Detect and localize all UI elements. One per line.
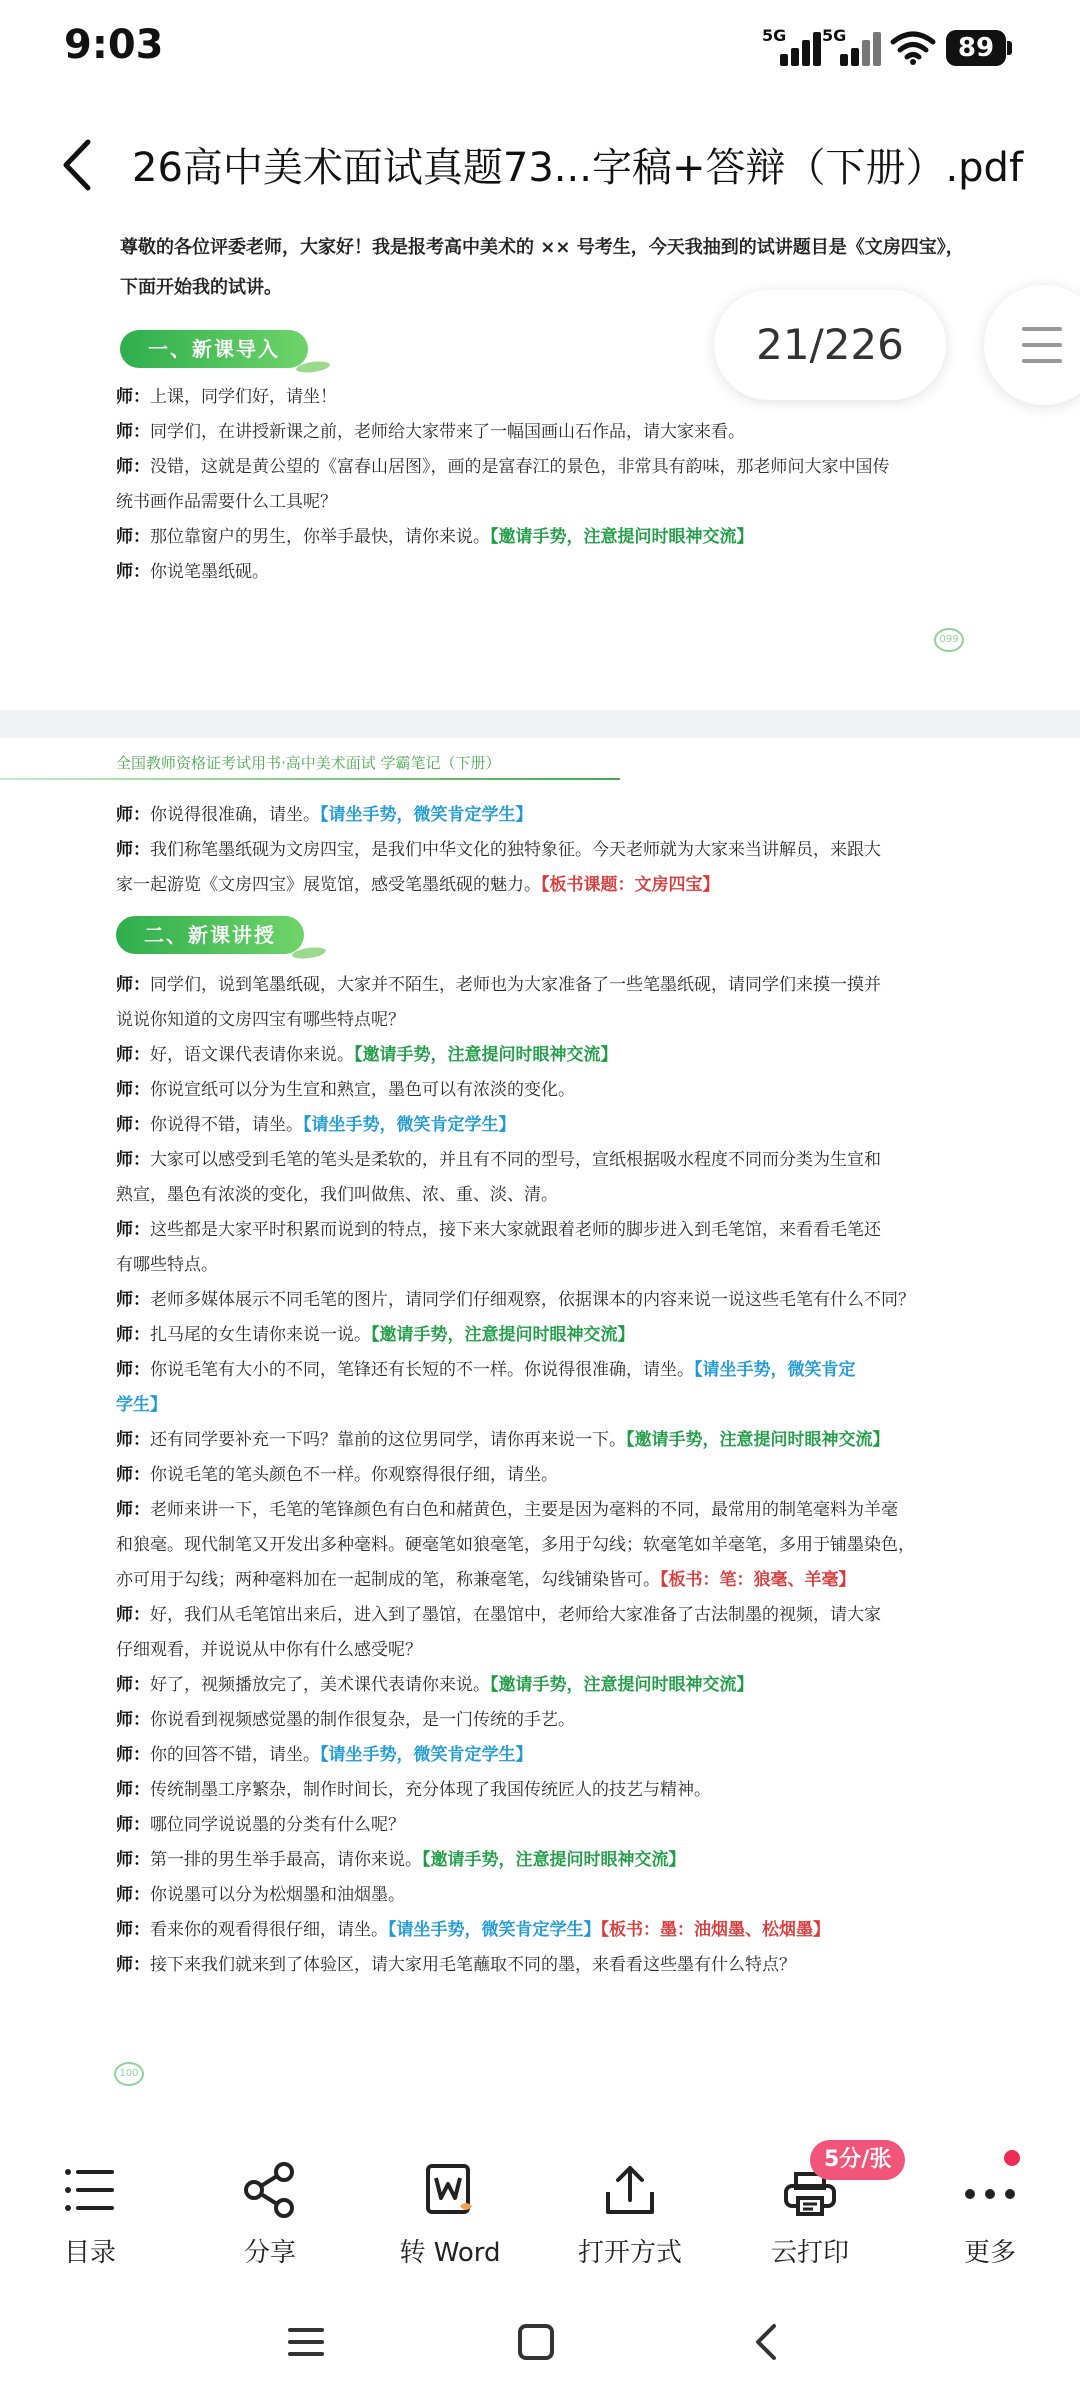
speaker-label: 师： [116,1220,150,1240]
speaker-label: 师： [116,1045,150,1065]
line-text: 说说你知道的文房四宝有哪些特点呢？ [116,1010,405,1030]
stage-note: 学生】 [116,1395,167,1415]
line-text: 亦可用于勾线；两种毫料加在一起制成的笔，称兼毫笔，勾线铺染皆可。 [116,1570,660,1590]
stage-note: 【请坐手势，微笑肯定 [694,1360,856,1380]
dialogue-line [116,520,966,555]
dialogue-line [116,1913,966,1948]
speaker-label: 师： [116,1290,150,1310]
line-text: 好，语文课代表请你来说。 [150,1045,354,1065]
line-text: 上课，同学们好，请坐！ [150,387,337,407]
dialogue-lines [116,798,966,903]
dialogue-line [116,1318,966,1353]
notification-dot [1004,2150,1020,2166]
dialogue-line [116,1213,966,1248]
dialogue-line [116,1038,966,1073]
dialogue-line [116,1353,966,1388]
speaker-label: 师： [116,1430,150,1450]
speaker-label: 师： [116,1500,150,1520]
stage-note: 【请坐手势，微笑肯定学生】 [388,1920,601,1940]
dialogue-line [116,1738,966,1773]
toolbar-open-with-button[interactable] [540,2130,720,2280]
speaker-label: 师： [116,1955,150,1975]
dialogue-line [116,833,966,868]
line-text: 有哪些特点。 [116,1255,218,1275]
speaker-label: 师： [116,457,150,477]
dialogue-line [116,1563,966,1598]
line-text: 这些都是大家平时积累而说到的特点，接下来大家就跟着老师的脚步进入到毛笔馆，来看看毛笔还 [150,1220,881,1240]
line-text: 哪位同学说说墨的分类有什么呢？ [150,1815,405,1835]
dialogue-line [116,450,966,485]
stage-note: 【邀请手势，注意提问时眼神交流】 [354,1045,618,1065]
menu-nav-icon[interactable] [286,2322,326,2362]
speaker-label: 师： [116,1465,150,1485]
home-nav-icon[interactable] [516,2322,556,2362]
share-icon [240,2160,300,2220]
toolbar-convert-word-button[interactable] [360,2130,540,2280]
line-text: 我们称笔墨纸砚为文房四宝，是我们中华文化的独特象征。今天老师就为大家来当讲解员，来跟大 [150,840,881,860]
line-text: 同学们，在讲授新课之前，老师给大家带来了一幅国画山石作品，请大家来看。 [150,422,745,442]
page-number: 099 [934,628,964,652]
dialogue-lines [116,380,966,590]
back-nav-icon[interactable] [748,2322,788,2362]
dialogue-line [116,1598,966,1633]
line-text: 你的回答不错，请坐。 [150,1745,320,1765]
speaker-label: 师： [116,1710,150,1730]
stage-note: 【邀请手势，注意提问时眼神交流】 [626,1430,890,1450]
line-text: 你说毛笔有大小的不同，笔锋还有长短的不一样。你说得很准确，请坐。 [150,1360,694,1380]
speaker-label: 师： [116,1115,150,1135]
dialogue-line [116,968,966,1003]
line-text: 家一起游览《文房四宝》展览馆，感受笔墨纸砚的魅力。 [116,875,541,895]
dialogue-line [116,1178,966,1213]
speaker-label: 师： [116,1780,150,1800]
more-icon [960,2160,1020,2220]
sim1-label: 5G [762,26,787,45]
line-text: 你说毛笔的笔头颜色不一样。你观察得很仔细，请坐。 [150,1465,558,1485]
toolbar-label: 目录 [63,2238,116,2268]
speaker-label: 师： [116,527,150,547]
stage-note: 【请坐手势，微笑肯定学生】 [320,805,533,825]
toolbar-label: 分享 [243,2238,296,2268]
section-heading: 二、新课讲授 [116,916,304,954]
line-text: 大家可以感受到毛笔的笔头是柔软的，并且有不同的型号，宣纸根据吸水程度不同而分类为生宣和 [150,1150,881,1170]
stage-note: 【请坐手势，微笑肯定学生】 [320,1745,533,1765]
dialogue-line [116,1948,966,1983]
line-text: 老师多媒体展示不同毛笔的图片，请同学们仔细观察，依据课本的内容来说一说这些毛笔有什么不同？ [150,1290,915,1310]
line-text: 你说墨可以分为松烟墨和油烟墨。 [150,1885,405,1905]
speaker-label: 师： [116,840,150,860]
speaker-label: 师： [116,422,150,442]
speaker-label: 师： [116,1850,150,1870]
back-button[interactable] [50,130,110,200]
dialogue-line [116,868,966,903]
running-header: 全国教师资格证考试用书·高中美术面试 学霸笔记（下册） [116,754,501,772]
dialogue-line [116,1878,966,1913]
speaker-label: 师： [116,1360,150,1380]
dialogue-line [116,485,966,520]
dialogue-line [116,1458,966,1493]
toolbar-label: 转 Word [399,2238,501,2268]
speaker-label: 师： [116,1325,150,1345]
dialogue-line [116,1108,966,1143]
line-text: 好了，视频播放完了，美术课代表请你来说。 [150,1675,490,1695]
dialogue-line [116,1143,966,1178]
upload-icon [600,2160,660,2220]
line-text: 接下来我们就来到了体验区，请大家用毛笔蘸取不同的墨，来看看这些墨有什么特点？ [150,1955,796,1975]
document-title: 26高中美术面试真题73...字稿+答辩（下册）.pdf [132,145,1024,191]
print-price-badge: 5分/张 [810,2140,905,2180]
stage-note: 【请坐手势，微笑肯定学生】 [303,1115,516,1135]
sim2-label: 5G [822,26,847,45]
dialogue-line [116,1423,966,1458]
battery-icon: 89 [946,30,1006,66]
line-text: 好，我们从毛笔馆出来后，进入到了墨馆，在墨馆中，老师给大家准备了古法制墨的视频，请大家 [150,1605,881,1625]
dialogue-line [116,1248,966,1283]
line-text: 没错，这就是黄公望的《富春山居图》，画的是富春江的景色，非常具有韵味，那老师问大家中国传 [150,457,890,477]
dialogue-line [116,1283,966,1318]
stage-note: 【板书：笔：狼毫、羊毫】 [660,1570,856,1590]
line-text: 老师来讲一下，毛笔的笔锋颜色有白色和赭黄色，主要是因为毫料的不同，最常用的制笔毫料为羊毫 [150,1500,898,1520]
speaker-label: 师： [116,562,150,582]
toolbar-label: 更多 [963,2238,1016,2268]
dialogue-line [116,555,966,590]
speaker-label: 师： [116,975,150,995]
stage-note: 【板书：墨：油烟墨、松烟墨】 [600,1920,830,1940]
stage-note: 【邀请手势，注意提问时眼神交流】 [490,1675,754,1695]
word-icon [420,2160,480,2220]
dialogue-line [116,1773,966,1808]
dialogue-line [116,1003,966,1038]
dialogue-line [116,1493,966,1528]
line-text: 你说宣纸可以分为生宣和熟宣，墨色可以有浓淡的变化。 [150,1080,575,1100]
line-text: 你说得不错，请坐。 [150,1115,303,1135]
pdf-page [0,738,1080,2130]
page-indicator[interactable]: 21/226 [714,290,946,400]
bottom-toolbar [0,2130,1080,2280]
line-text: 和狼毫。现代制笔又开发出多种毫料。硬毫笔如狼毫笔，多用于勾线；软毫笔如羊毫笔，多用于铺墨染色， [116,1535,915,1555]
stage-note: 【邀请手势，注意提问时眼神交流】 [490,527,754,547]
line-text: 你说笔墨纸砚。 [150,562,269,582]
signal-sim1-icon [762,26,822,66]
line-text: 看来你的观看得很仔细，请坐。 [150,1920,388,1940]
line-text: 同学们，说到笔墨纸砚，大家并不陌生，老师也为大家准备了一些笔墨纸砚，请同学们来摸一摸并 [150,975,881,995]
stage-note: 【邀请手势，注意提问时眼神交流】 [422,1850,686,1870]
stage-note: 【板书课题：文房四宝】 [541,875,720,895]
speaker-label: 师： [116,1815,150,1835]
speaker-label: 师： [116,1675,150,1695]
toolbar-more-button[interactable] [900,2130,1080,2280]
line-text: 第一排的男生举手最高，请你来说。 [150,1850,422,1870]
line-text: 你说得很准确，请坐。 [150,805,320,825]
speaker-label: 师： [116,1745,150,1765]
line-text: 仔细观看，并说说从中你有什么感受呢？ [116,1640,422,1660]
wifi-icon [890,30,936,66]
speaker-label: 师： [116,1920,150,1940]
page-number: 100 [114,2062,144,2086]
dialogue-line [116,1668,966,1703]
speaker-label: 师： [116,1885,150,1905]
intro-text: 尊敬的各位评委老师，大家好！我是报考高中美术的 ×× 号考生，今天我抽到的试讲题目是《文房四宝》，下面开始我的试讲。 [120,237,964,298]
dialogue-line [116,1633,966,1668]
speaker-label: 师： [116,1150,150,1170]
toolbar-share-button[interactable] [180,2130,360,2280]
speaker-label: 师： [116,1605,150,1625]
dialogue-lines [116,968,966,1983]
speaker-label: 师： [116,805,150,825]
line-text: 那位靠窗户的男生，你举手最快，请你来说。 [150,527,490,547]
line-text: 传统制墨工序繁杂，制作时间长，充分体现了我国传统匠人的技艺与精神。 [150,1780,711,1800]
line-text: 扎马尾的女生请你来说一说。 [150,1325,371,1345]
speaker-label: 师： [116,387,150,407]
dialogue-line [116,1703,966,1738]
toolbar-label: 打开方式 [577,2238,682,2268]
toolbar-contents-button[interactable] [0,2130,180,2280]
dialogue-line [116,1528,966,1563]
section-heading: 一、新课导入 [120,330,308,368]
line-text: 你说看到视频感觉墨的制作很复杂，是一门传统的手艺。 [150,1710,575,1730]
page-separator [0,710,1080,738]
signal-sim2-icon [822,26,882,66]
pdf-viewer[interactable] [0,220,1080,2130]
status-bar [0,0,1080,100]
dialogue-line [116,415,966,450]
system-nav-bar [0,2290,1080,2401]
header-rule [0,778,620,780]
pdf-page [0,220,1080,710]
speaker-label: 师： [116,1080,150,1100]
dialogue-line [116,1808,966,1843]
title-bar [0,110,1080,220]
toolbar-label: 云打印 [770,2238,849,2268]
line-text: 统书画作品需要什么工具呢？ [116,492,337,512]
dialogue-line [116,1388,966,1423]
dialogue-line [116,1073,966,1108]
dialogue-line [116,1843,966,1878]
line-text: 还有同学要补充一下吗？靠前的这位男同学，请你再来说一下。 [150,1430,626,1450]
line-text: 熟宣，墨色有浓淡的变化，我们叫做焦、浓、重、淡、清。 [116,1185,558,1205]
list-icon [60,2160,120,2220]
stage-note: 【邀请手势，注意提问时眼神交流】 [371,1325,635,1345]
clock: 9:03 [64,22,164,68]
dialogue-line [116,798,966,833]
